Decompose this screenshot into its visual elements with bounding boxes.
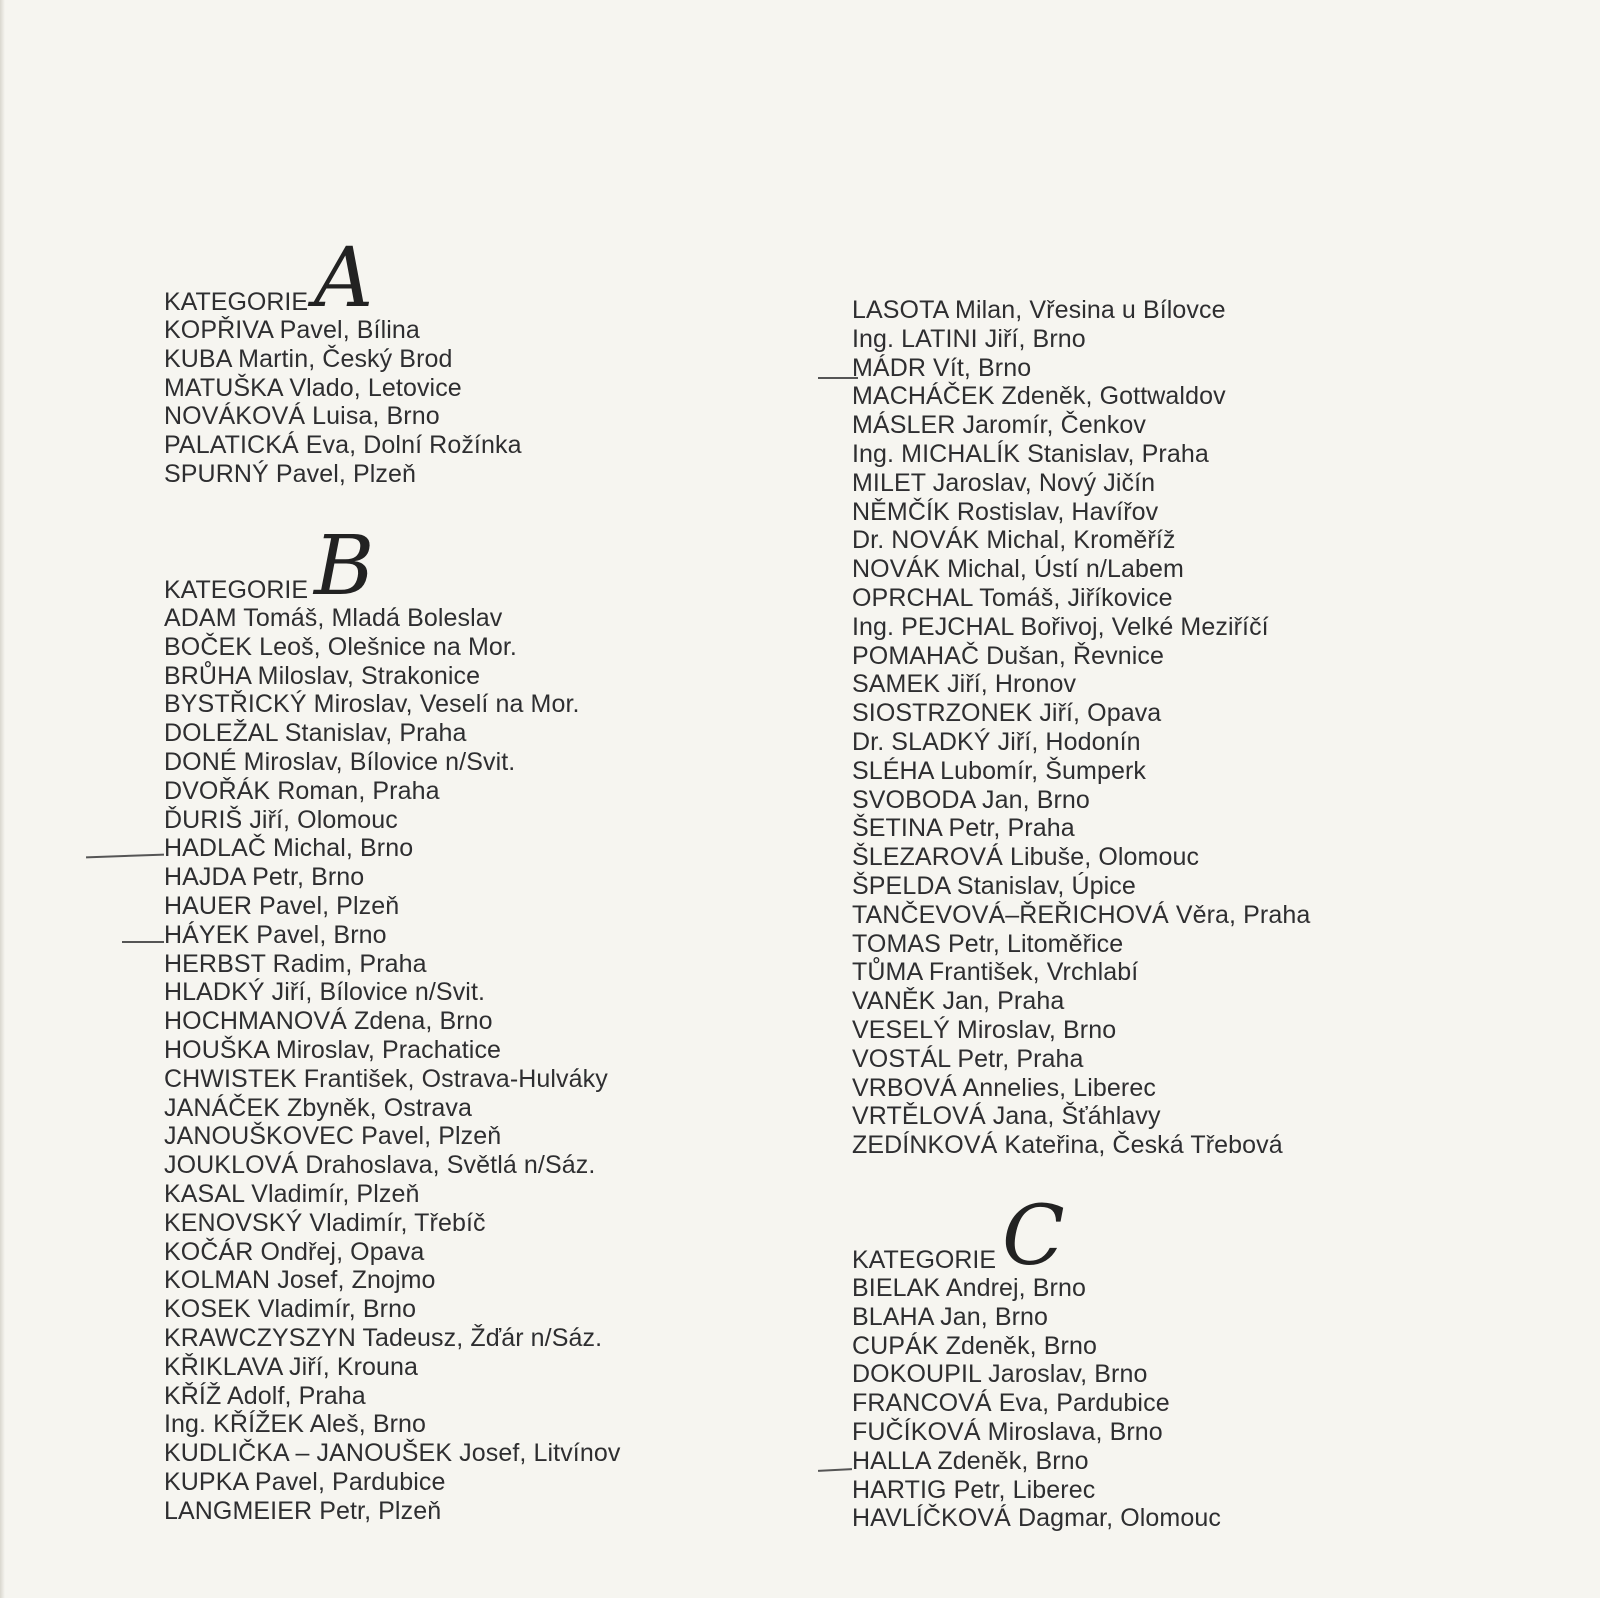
- category-c: [852, 1189, 1221, 1533]
- list-item: DVOŘÁK Roman, Praha: [164, 776, 440, 805]
- list-item: KOPŘIVA Pavel, Bílina: [164, 316, 420, 344]
- page-edge: [0, 0, 5, 1598]
- list-item: KENOVSKÝ Vladimír, Třebíč: [164, 1208, 486, 1237]
- list-item: CHWISTEK František, Ostrava-Hulváky: [164, 1064, 608, 1093]
- list-item: HOCHMANOVÁ Zdena, Brno: [164, 1007, 493, 1036]
- list-item: HAJDA Petr, Brno: [164, 863, 365, 892]
- list-item: PALATICKÁ Eva, Dolní Rožínka: [164, 431, 522, 460]
- list-item: KOČÁR Ondřej, Opava: [164, 1237, 425, 1266]
- list-item: ŠPELDA Stanislav, Úpice: [852, 871, 1136, 900]
- list-item: DOKOUPIL Jaroslav, Brno: [852, 1360, 1148, 1389]
- list-item: BIELAK Andrej, Brno: [852, 1274, 1086, 1302]
- category-letter: B: [314, 519, 375, 614]
- list-item: TŮMA František, Vrchlabí: [852, 958, 1139, 987]
- list-item: NOVÁK Michal, Ústí n/Labem: [852, 555, 1184, 584]
- list-item: ŠLEZAROVÁ Libuše, Olomouc: [852, 843, 1200, 872]
- list-item: KUDLIČKA – JANOUŠEK Josef, Litvínov: [164, 1439, 621, 1468]
- category-b-continued-list: [852, 296, 1310, 1160]
- category-letter: C: [1002, 1189, 1065, 1284]
- category-a-list: [164, 316, 522, 489]
- list-item: Ing. LATINI Jiří, Brno: [852, 324, 1086, 353]
- list-item: KUPKA Pavel, Pardubice: [164, 1467, 446, 1496]
- list-item: TOMAS Petr, Litoměřice: [852, 929, 1124, 958]
- list-item: ŠETINA Petr, Praha: [852, 814, 1075, 843]
- margin-mark: [818, 1468, 852, 1471]
- list-item: MATUŠKA Vlado, Letovice: [164, 373, 462, 402]
- list-item: SPURNÝ Pavel, Plzeň: [164, 459, 416, 488]
- list-item: SIOSTRZONEK Jiří, Opava: [852, 699, 1162, 728]
- list-item: ZEDÍNKOVÁ Kateřina, Česká Třebová: [852, 1131, 1283, 1160]
- list-item: HOUŠKA Miroslav, Prachatice: [164, 1035, 502, 1064]
- list-item: ADAM Tomáš, Mladá Boleslav: [164, 604, 503, 632]
- list-item: KUBA Martin, Český Brod: [164, 344, 453, 373]
- list-item: VANĚK Jan, Praha: [852, 987, 1065, 1016]
- category-c-heading: [852, 1189, 1221, 1284]
- category-b-list: [164, 604, 620, 1526]
- list-item: JANOUŠKOVEC Pavel, Plzeň: [164, 1122, 502, 1151]
- list-item: MACHÁČEK Zdeněk, Gottwaldov: [852, 382, 1226, 411]
- category-b: [164, 519, 621, 1526]
- list-item: HAUER Pavel, Plzeň: [164, 891, 400, 920]
- list-item: HLADKÝ Jiří, Bílovice n/Svit.: [164, 978, 486, 1007]
- category-label: KATEGORIE: [164, 576, 309, 604]
- list-item: LANGMEIER Petr, Plzeň: [164, 1496, 442, 1525]
- category-c-list: [852, 1274, 1221, 1533]
- list-item: TANČEVOVÁ–ŘEŘICHOVÁ Věra, Praha: [852, 900, 1311, 929]
- category-label: KATEGORIE: [852, 1246, 997, 1274]
- list-item: KOSEK Vladimír, Brno: [164, 1295, 417, 1324]
- list-item: Ing. PEJCHAL Bořivoj, Velké Meziříčí: [852, 612, 1269, 641]
- list-item: CUPÁK Zdeněk, Brno: [852, 1331, 1097, 1360]
- list-item: VESELÝ Miroslav, Brno: [852, 1015, 1117, 1044]
- category-a: [164, 231, 522, 489]
- list-item: KASAL Vladimír, Plzeň: [164, 1179, 420, 1208]
- margin-mark: [86, 854, 164, 858]
- list-item: SVOBODA Jan, Brno: [852, 785, 1090, 814]
- category-label: KATEGORIE: [164, 288, 309, 316]
- list-item: MÁSLER Jaromír, Čenkov: [852, 411, 1146, 440]
- list-item: VOSTÁL Petr, Praha: [852, 1044, 1084, 1073]
- list-item: VRTĚLOVÁ Jana, Šťáhlavy: [852, 1102, 1161, 1131]
- list-item: VRBOVÁ Annelies, Liberec: [852, 1073, 1156, 1102]
- list-item: BRŮHA Miloslav, Strakonice: [164, 661, 481, 690]
- list-item: KOLMAN Josef, Znojmo: [164, 1266, 436, 1295]
- list-item: HÁYEK Pavel, Brno: [164, 920, 387, 949]
- list-item: HALLA Zdeněk, Brno: [852, 1446, 1089, 1475]
- list-item: MILET Jaroslav, Nový Jičín: [852, 468, 1156, 497]
- list-item: NĚMČÍK Rostislav, Havířov: [852, 497, 1159, 526]
- category-letter: A: [314, 231, 374, 326]
- list-item: HARTIG Petr, Liberec: [852, 1475, 1096, 1504]
- list-item: ĎURIŠ Jiří, Olomouc: [164, 805, 398, 834]
- list-item: SLÉHA Lubomír, Šumperk: [852, 756, 1147, 785]
- list-item: SAMEK Jiří, Hronov: [852, 670, 1077, 699]
- list-item: JANÁČEK Zbyněk, Ostrava: [164, 1093, 472, 1122]
- list-item: FRANCOVÁ Eva, Pardubice: [852, 1389, 1170, 1418]
- list-item: HAVLÍČKOVÁ Dagmar, Olomouc: [852, 1504, 1221, 1533]
- list-item: BYSTŘICKÝ Miroslav, Veselí na Mor.: [164, 690, 580, 719]
- list-item: KŘIKLAVA Jiří, Krouna: [164, 1352, 419, 1381]
- list-item: BOČEK Leoš, Olešnice na Mor.: [164, 632, 517, 661]
- list-item: KRAWCZYSZYN Tadeusz, Žďár n/Sáz.: [164, 1323, 603, 1352]
- list-item: HERBST Radim, Praha: [164, 949, 427, 978]
- list-item: Ing. MICHALÍK Stanislav, Praha: [852, 439, 1209, 468]
- list-item: Ing. KŘÍŽEK Aleš, Brno: [164, 1410, 427, 1439]
- list-item: HADLAČ Michal, Brno: [164, 834, 414, 863]
- list-item: NOVÁKOVÁ Luisa, Brno: [164, 402, 440, 431]
- margin-mark: [122, 941, 164, 943]
- list-item: BLAHA Jan, Brno: [852, 1302, 1049, 1331]
- category-a-heading: [164, 231, 522, 326]
- list-item: KŘÍŽ Adolf, Praha: [164, 1381, 366, 1410]
- list-item: Dr. NOVÁK Michal, Kroměříž: [852, 526, 1176, 555]
- list-item: POMAHAČ Dušan, Řevnice: [852, 641, 1165, 670]
- list-item: DONÉ Miroslav, Bílovice n/Svit.: [164, 747, 516, 776]
- list-item: OPRCHAL Tomáš, Jiříkovice: [852, 583, 1173, 612]
- list-item: LASOTA Milan, Vřesina u Bílovce: [852, 296, 1226, 324]
- list-item: Dr. SLADKÝ Jiří, Hodonín: [852, 727, 1141, 756]
- list-item: MÁDR Vít, Brno: [852, 353, 1032, 382]
- category-b-heading: [164, 519, 620, 614]
- list-item: FUČÍKOVÁ Miroslava, Brno: [852, 1417, 1163, 1446]
- list-item: JOUKLOVÁ Drahoslava, Světlá n/Sáz.: [164, 1151, 596, 1180]
- list-item: DOLEŽAL Stanislav, Praha: [164, 719, 467, 748]
